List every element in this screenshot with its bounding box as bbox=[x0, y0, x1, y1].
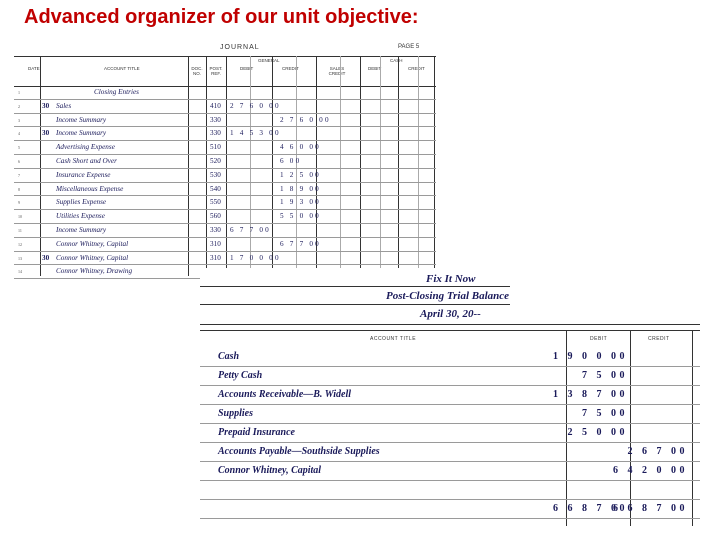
journal-header-sales-credit: SALES CREDIT bbox=[328, 66, 346, 76]
journal-general-credit: 1 8 9 00 bbox=[280, 184, 321, 193]
trial-balance-row bbox=[200, 367, 700, 386]
debit-amount: 7 5 00 bbox=[582, 370, 628, 381]
statement-date: April 30, 20-- bbox=[420, 308, 481, 320]
journal-header-general-debit: DEBIT bbox=[240, 66, 254, 71]
journal-line-number: 8 bbox=[18, 186, 20, 192]
journal-header-cash-credit: CREDIT bbox=[408, 66, 425, 71]
journal-header-doc: DOC. NO. bbox=[191, 66, 203, 76]
debit-amount: 1 3 8 7 00 bbox=[553, 389, 628, 400]
journal-line-number: 13 bbox=[18, 255, 22, 261]
trial-balance-row bbox=[200, 424, 700, 443]
journal-header-account: ACCOUNT TITLE bbox=[104, 66, 140, 71]
journal-header-post-ref: POST. REF. bbox=[209, 66, 223, 76]
heading-rule bbox=[200, 330, 700, 331]
journal-account-title: Cash Short and Over bbox=[56, 156, 117, 165]
journal-line-number: 6 bbox=[18, 158, 20, 164]
debit-amount: 6 6 8 7 00 bbox=[553, 503, 628, 514]
heading-rule bbox=[200, 286, 510, 287]
journal-row bbox=[14, 169, 436, 183]
journal-general-credit: 2 7 6 0 00 bbox=[280, 115, 331, 124]
journal-header-general: GENERAL bbox=[258, 58, 280, 63]
journal-line-number: 10 bbox=[18, 214, 22, 220]
trial-balance-row bbox=[200, 500, 700, 519]
journal-header-cash-debit: DEBIT bbox=[368, 66, 382, 71]
journal-line-number: 7 bbox=[18, 172, 20, 178]
journal-rule bbox=[14, 56, 436, 57]
journal-post-ref: 510 bbox=[210, 143, 221, 152]
journal-account-title: Insurance Expense bbox=[56, 170, 111, 179]
journal-line-number: 2 bbox=[18, 103, 20, 109]
trial-balance-row bbox=[200, 386, 700, 405]
journal-account-title: Connor Whitney, Capital bbox=[56, 239, 129, 248]
journal-account-title: Connor Whitney, Drawing bbox=[56, 267, 133, 276]
statement-name: Post-Closing Trial Balance bbox=[386, 290, 510, 302]
trial-balance-rows bbox=[200, 348, 700, 519]
journal-post-ref: 330 bbox=[210, 115, 221, 124]
journal-post-ref: 550 bbox=[210, 198, 221, 207]
journal-general-credit: 1 9 3 00 bbox=[280, 198, 321, 207]
journal-form bbox=[14, 42, 436, 278]
journal-post-ref: 560 bbox=[210, 212, 221, 221]
journal-rows bbox=[14, 86, 436, 279]
business-name: Fix It Now bbox=[426, 273, 476, 285]
journal-general-credit: 6 00 bbox=[280, 156, 302, 165]
journal-account-title: Connor Whitney, Capital bbox=[56, 253, 129, 262]
account-name: Petty Cash bbox=[218, 370, 263, 381]
debit-amount: 1 9 0 0 00 bbox=[553, 351, 628, 362]
slide-title: Advanced organizer of our unit objective: bbox=[24, 6, 419, 28]
journal-account-title: Miscellaneous Expense bbox=[56, 184, 124, 193]
account-name: Prepaid Insurance bbox=[218, 427, 295, 438]
credit-amount: 6 4 2 0 00 bbox=[613, 465, 688, 476]
journal-row bbox=[14, 114, 436, 128]
credit-amount: 6 6 8 7 00 bbox=[613, 503, 688, 514]
journal-account-title: Supplies Expense bbox=[56, 198, 107, 207]
journal-post-ref: 310 bbox=[210, 253, 221, 262]
account-name: Connor Whitney, Capital bbox=[218, 465, 322, 476]
journal-header-cash: CASH bbox=[390, 58, 403, 63]
journal-line-number: 5 bbox=[18, 145, 20, 151]
journal-general-debit: 2 7 6 0 00 bbox=[230, 101, 281, 110]
journal-page-number: PAGE 5 bbox=[398, 44, 420, 50]
journal-account-title: Sales bbox=[56, 101, 72, 110]
account-name: Cash bbox=[218, 351, 240, 362]
journal-line-number: 1 bbox=[18, 90, 20, 95]
trial-balance-row bbox=[200, 443, 700, 462]
heading-rule bbox=[200, 304, 510, 305]
journal-general-debit: 1 7 0 0 00 bbox=[230, 253, 281, 262]
journal-date: 30 bbox=[42, 101, 50, 110]
journal-row bbox=[14, 155, 436, 169]
journal-row bbox=[14, 86, 436, 100]
journal-title: JOURNAL bbox=[220, 44, 260, 51]
journal-row bbox=[14, 252, 436, 266]
journal-line-number: 4 bbox=[18, 131, 20, 137]
journal-row bbox=[14, 238, 436, 252]
journal-general-debit: 1 4 5 3 00 bbox=[230, 129, 281, 138]
account-name: Supplies bbox=[218, 408, 254, 419]
journal-post-ref: 540 bbox=[210, 184, 221, 193]
journal-post-ref: 330 bbox=[210, 225, 221, 234]
journal-line-number: 9 bbox=[18, 200, 20, 206]
journal-general-debit: 6 7 7 00 bbox=[230, 225, 271, 234]
journal-account-title: Closing Entries bbox=[94, 88, 139, 96]
trial-balance-row bbox=[200, 462, 700, 481]
debit-amount: 2 5 0 00 bbox=[567, 427, 628, 438]
journal-account-title: Utilities Expense bbox=[56, 212, 105, 221]
trial-balance-row bbox=[200, 348, 700, 367]
journal-post-ref: 330 bbox=[210, 129, 221, 138]
debit-header: DEBIT bbox=[590, 336, 608, 342]
journal-account-title: Income Summary bbox=[56, 225, 107, 234]
debit-amount: 7 5 00 bbox=[582, 408, 628, 419]
account-name: Accounts Payable—Southside Supplies bbox=[218, 446, 380, 457]
journal-line-number: 3 bbox=[18, 117, 20, 123]
journal-account-title: Income Summary bbox=[56, 129, 107, 138]
journal-row bbox=[14, 224, 436, 238]
trial-balance-row bbox=[200, 481, 700, 500]
heading-rule bbox=[200, 324, 700, 325]
journal-row bbox=[14, 183, 436, 197]
journal-header-general-credit: CREDIT bbox=[282, 66, 299, 71]
journal-row bbox=[14, 196, 436, 210]
journal-date: 30 bbox=[42, 129, 50, 138]
journal-row bbox=[14, 141, 436, 155]
journal-line-number: 14 bbox=[18, 269, 22, 275]
trial-balance-row bbox=[200, 405, 700, 424]
journal-general-credit: 5 5 0 00 bbox=[280, 212, 321, 221]
journal-account-title: Income Summary bbox=[56, 115, 107, 124]
account-title-header: ACCOUNT TITLE bbox=[370, 336, 417, 342]
journal-row bbox=[14, 210, 436, 224]
journal-header-date: DATE bbox=[28, 66, 40, 71]
journal-general-credit: 6 7 7 00 bbox=[280, 239, 321, 248]
credit-amount: 2 6 7 00 bbox=[627, 446, 688, 457]
journal-general-credit: 1 2 5 00 bbox=[280, 170, 321, 179]
journal-line-number: 12 bbox=[18, 241, 22, 247]
journal-post-ref: 520 bbox=[210, 156, 221, 165]
account-name: Accounts Receivable—B. Widell bbox=[218, 389, 352, 400]
journal-post-ref: 310 bbox=[210, 239, 221, 248]
journal-post-ref: 530 bbox=[210, 170, 221, 179]
journal-row bbox=[14, 127, 436, 141]
journal-general-credit: 4 6 0 00 bbox=[280, 143, 321, 152]
credit-header: CREDIT bbox=[648, 336, 670, 342]
journal-date: 30 bbox=[42, 253, 50, 262]
journal-row bbox=[14, 100, 436, 114]
journal-post-ref: 410 bbox=[210, 101, 221, 110]
journal-line-number: 11 bbox=[18, 227, 22, 233]
trial-balance-form bbox=[200, 268, 700, 530]
journal-account-title: Advertising Expense bbox=[56, 143, 115, 152]
